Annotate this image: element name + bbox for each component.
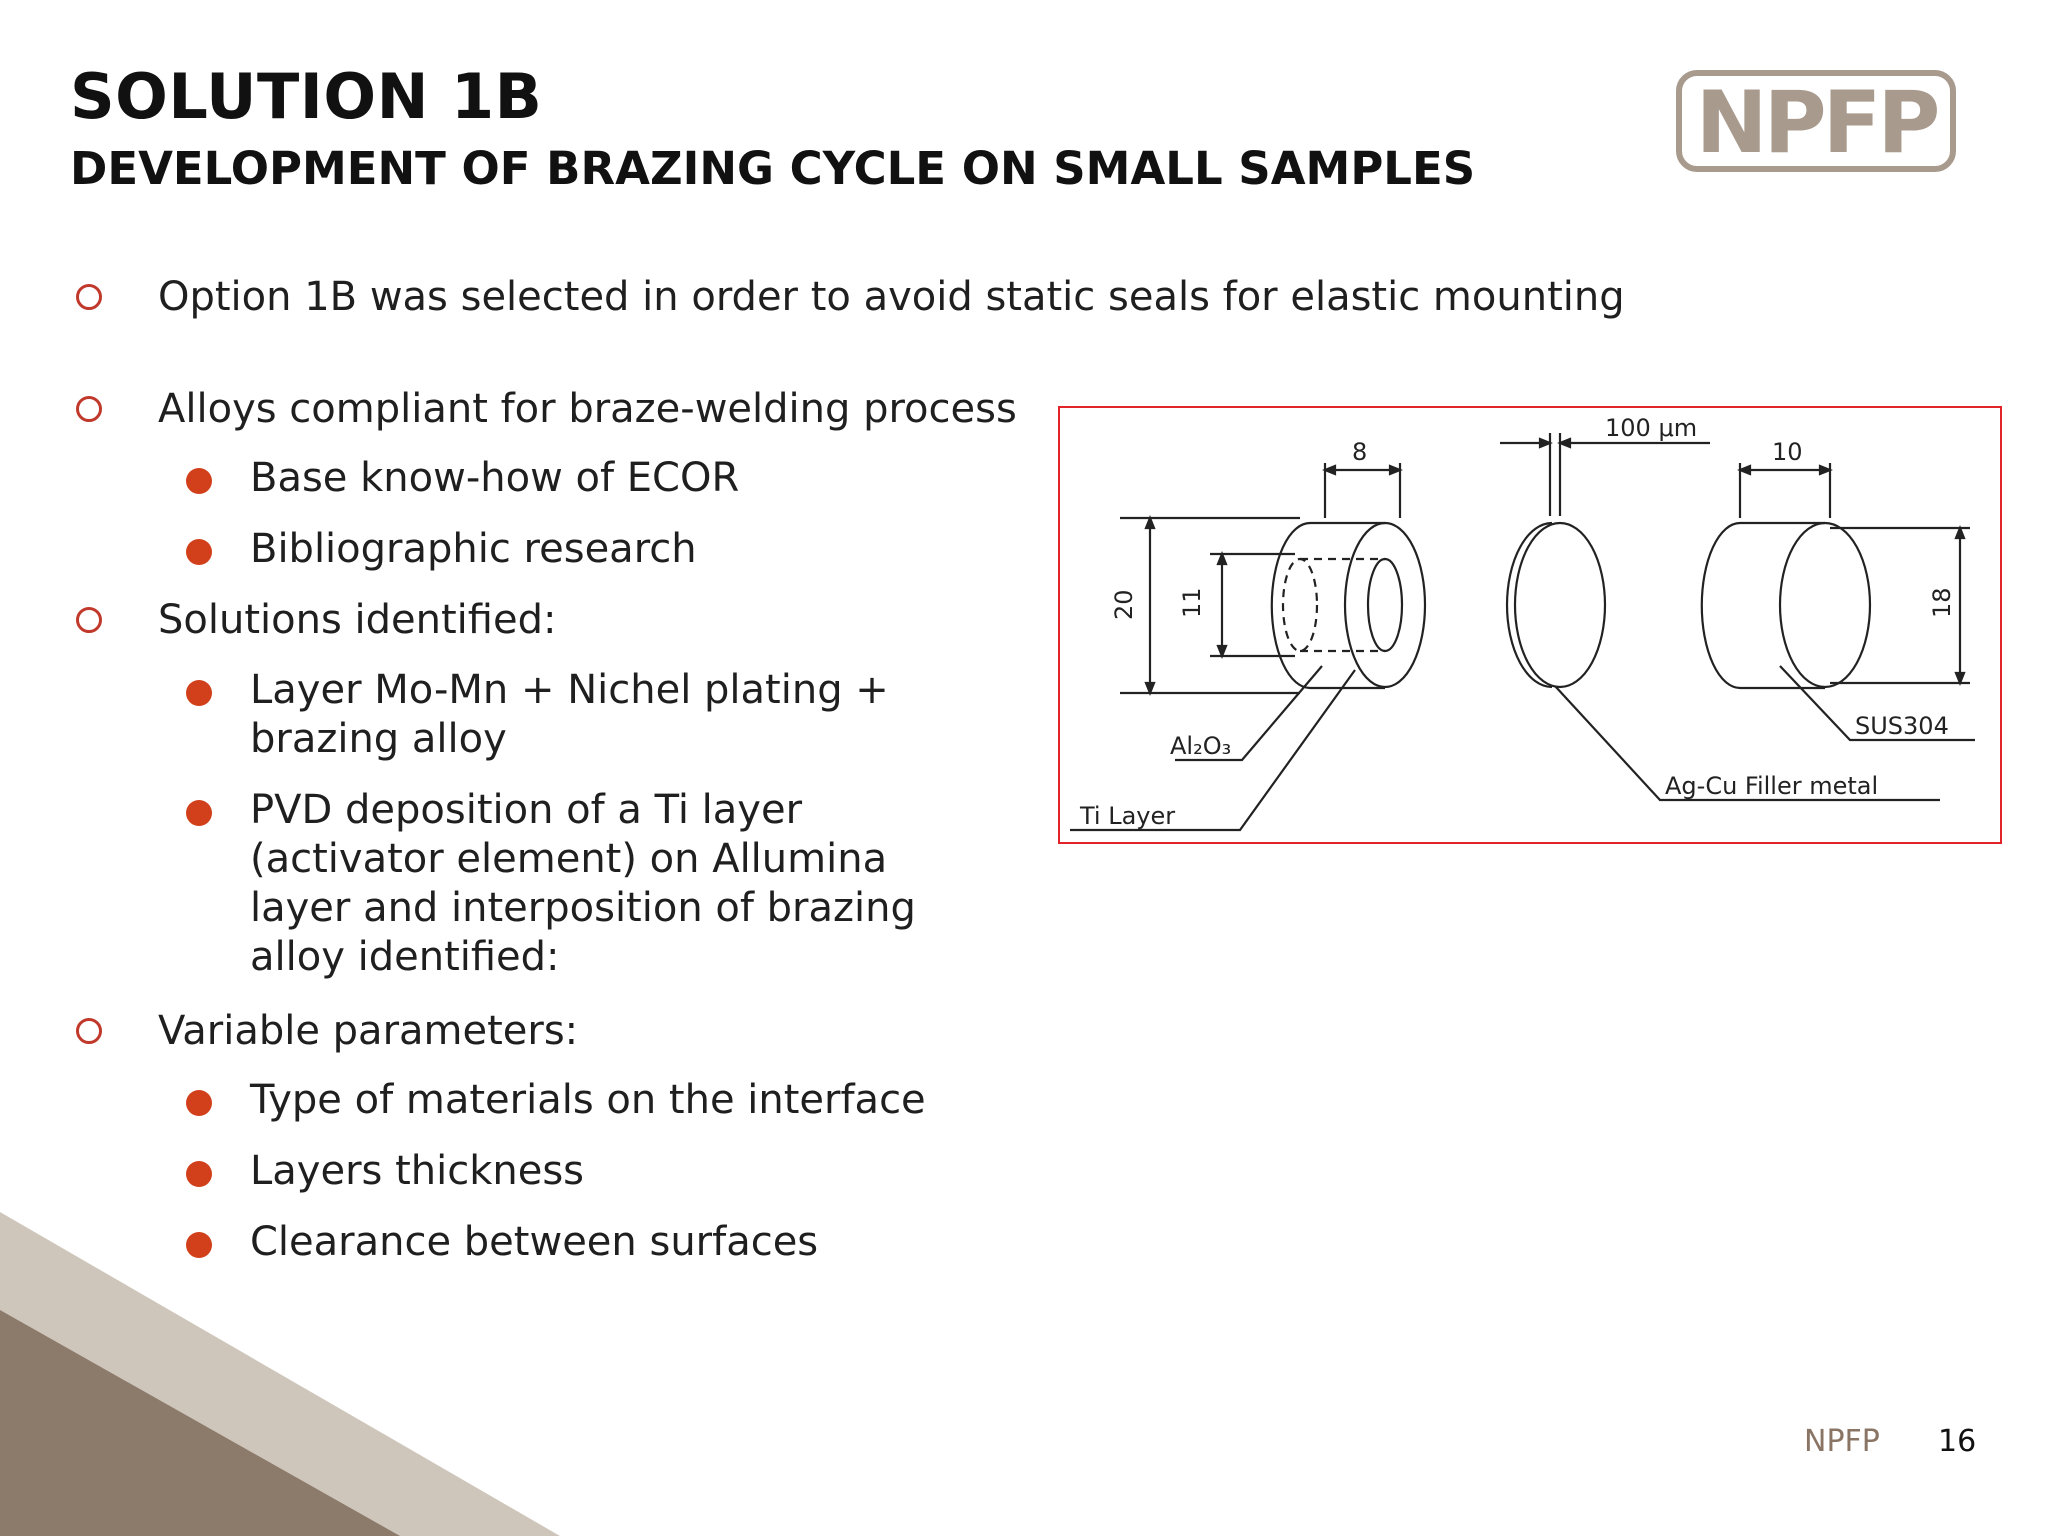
hollow-circle-bullet-icon [76, 396, 102, 422]
footer-label: NPFP [1804, 1424, 1880, 1459]
sub-bullet-text: Base know-how of ECOR [250, 455, 740, 501]
dim-10-lines [1740, 463, 1830, 518]
ring-front-face [1345, 523, 1425, 687]
sub-bullet-text: Type of materials on the interface [250, 1077, 926, 1123]
dim-11-label: 11 [1178, 587, 1206, 618]
ti-layer-label: Ti Layer [1080, 802, 1176, 830]
sus304-label: SUS304 [1855, 712, 1949, 740]
dim-20-label: 20 [1110, 589, 1138, 620]
bullet-text: Alloys compliant for braze-welding process [158, 386, 1017, 432]
sub-bullet-text: Clearance between surfaces [250, 1219, 819, 1265]
dim-8-lines [1325, 463, 1400, 518]
ring-hidden-hole [1283, 559, 1317, 651]
sub-bullet-text: Layers thickness [250, 1148, 585, 1194]
al2o3-label: Al₂O₃ [1170, 732, 1232, 760]
filler-label: Ag-Cu Filler metal [1665, 772, 1879, 800]
hollow-circle-bullet-icon [76, 1018, 102, 1044]
slide-subtitle: DEVELOPMENT OF BRAZING CYCLE ON SMALL SAMPLES [70, 142, 1476, 195]
brazing-sample-drawing [1058, 406, 2002, 844]
dim-8-label: 8 [1352, 438, 1368, 466]
logo-text: NPFP [1695, 73, 1937, 172]
foil-front [1515, 523, 1605, 687]
page-number: 16 [1938, 1424, 1977, 1459]
dim-20-lines [1120, 518, 1300, 693]
corner-decoration [0, 1200, 560, 1536]
filled-circle-bullet-icon [186, 680, 212, 706]
dim-100um-label: 100 μm [1605, 414, 1698, 442]
filled-circle-bullet-icon [186, 1161, 212, 1187]
filled-circle-bullet-icon [186, 1090, 212, 1116]
ring-inner-hole [1368, 559, 1402, 651]
sus-back-arc [1702, 523, 1740, 688]
dim-10-label: 10 [1772, 438, 1803, 466]
sub-bullet-text: PVD deposition of a Ti layer (activator element) on Allumina layer and interposition of brazing alloy identified: [250, 787, 916, 980]
hollow-circle-bullet-icon [76, 284, 102, 310]
foil-edge [1507, 523, 1552, 687]
npfp-logo [1676, 70, 1956, 172]
filled-circle-bullet-icon [186, 468, 212, 494]
dim-18-label: 18 [1928, 587, 1956, 618]
sub-bullet-text: Bibliographic research [250, 526, 697, 572]
ring-back-arc [1272, 523, 1310, 688]
dim-100um-lines [1550, 433, 1560, 516]
drawing-svg [1060, 408, 2000, 842]
sub-bullet-text: Layer Mo-Mn + Nichel plating + brazing alloy [250, 667, 889, 762]
bullet-text: Option 1B was selected in order to avoid static seals for elastic mounting [158, 274, 1625, 320]
dim-100um-arrows [1540, 439, 1570, 447]
hollow-circle-bullet-icon [76, 607, 102, 633]
slide-title: SOLUTION 1B [70, 60, 543, 133]
bullet-text: Solutions identified: [158, 597, 557, 643]
bullet-text: Variable parameters: [158, 1008, 579, 1054]
filled-circle-bullet-icon [186, 800, 212, 826]
sus-front-face [1780, 523, 1870, 687]
filled-circle-bullet-icon [186, 539, 212, 565]
